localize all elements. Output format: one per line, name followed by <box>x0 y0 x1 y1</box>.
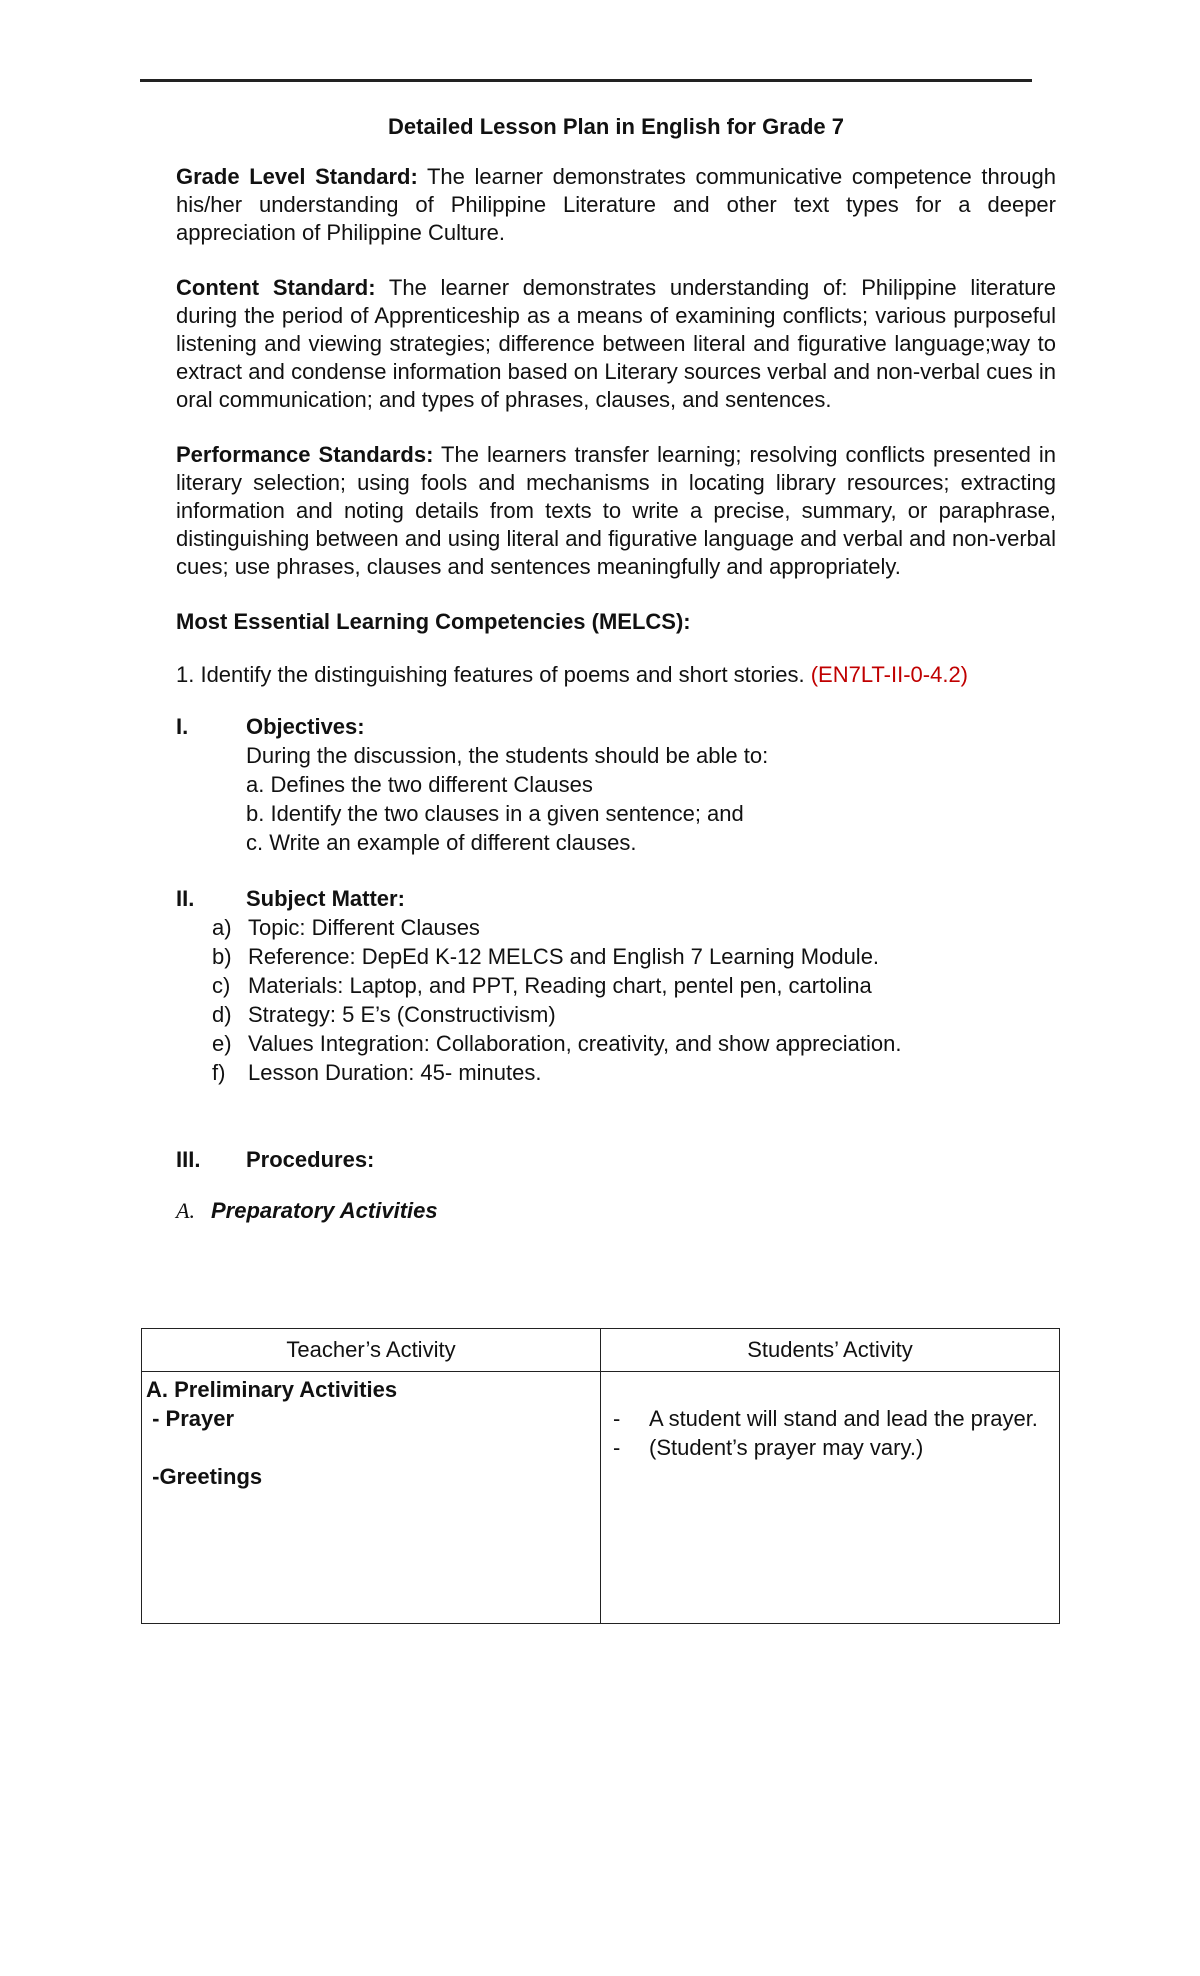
performance-standards-label: Performance Standards: <box>176 442 434 467</box>
students-activity-cell <box>601 1372 1060 1624</box>
list-letter: f) <box>212 1060 226 1085</box>
students-activity-header: Students’ Activity <box>601 1329 1060 1372</box>
list-letter: c) <box>212 973 231 998</box>
list-item <box>605 1404 1055 1433</box>
list-text: Topic: Different Clauses <box>248 915 480 940</box>
preparatory-letter: A. <box>176 1198 195 1223</box>
content-standard <box>176 274 1056 414</box>
list-text: Reference: DepEd K-12 MELCS and English 7 Learning Module. <box>248 944 880 969</box>
procedures-heading: Procedures: <box>246 1147 375 1172</box>
objectives-section <box>176 712 1056 857</box>
competency-text: 1. Identify the distinguishing features of poems and short stories. <box>176 662 811 687</box>
top-rule <box>140 79 1032 82</box>
objective-item: a. Defines the two different Clauses <box>246 772 593 797</box>
list-text: Strategy: 5 E’s (Constructivism) <box>248 1002 556 1027</box>
preliminary-activities-heading: A. Preliminary Activities <box>146 1377 398 1402</box>
list-text: Lesson Duration: 45- minutes. <box>248 1060 542 1085</box>
melcs-competency <box>176 661 1056 689</box>
grade-level-standard-label: Grade Level Standard: <box>176 164 418 189</box>
procedures-numeral: III. <box>176 1147 201 1172</box>
subject-matter-heading: Subject Matter: <box>246 886 405 911</box>
preparatory-activities <box>176 1196 1056 1225</box>
list-letter: b) <box>212 944 232 969</box>
grade-level-standard-text: The learner demonstrates communicative competence through his/her understanding of Philippine Literature and other text types for a deeper appreciation of Philippine Culture. <box>176 164 1056 245</box>
list-dash: - <box>613 1406 621 1431</box>
performance-standards-text: The learners transfer learning; resolving conflicts presented in literary selection; using fools and mechanisms in locating library resources; extracting information and noting details from texts to write a precise, summary, or paraphrase, distinguishing between and using literal and figurative language and verbal and non-verbal cues; use phrases, clauses and sentences meaningfully and appropriately. <box>176 442 1056 579</box>
list-letter: a) <box>212 915 232 940</box>
list-text: (Student’s prayer may vary.) <box>649 1435 924 1460</box>
document-title: Detailed Lesson Plan in English for Grade 7 <box>388 114 844 139</box>
objectives-numeral: I. <box>176 714 189 739</box>
content-standard-label: Content Standard: <box>176 275 376 300</box>
content-standard-text: The learner demonstrates understanding of: Philippine literature during the period of Apprenticeship as a means of examining conflicts; various purposeful listening and viewing strategies; difference between literal and figurative language;way to extract and condense information based on Literary sources verbal and non-verbal cues in oral communication; and types of phrases, clauses, and sentences. <box>176 275 1056 412</box>
students-activity-list <box>605 1404 1055 1462</box>
table-row <box>142 1372 1060 1624</box>
objectives-heading: Objectives: <box>246 714 365 739</box>
grade-level-standard <box>176 163 1056 247</box>
lesson-plan-body <box>176 113 1056 1225</box>
objective-item: b. Identify the two clauses in a given sentence; and <box>246 801 744 826</box>
list-letter: e) <box>212 1031 232 1056</box>
list-item <box>176 1029 1056 1058</box>
activity-table <box>141 1328 1060 1624</box>
greetings-item: -Greetings <box>146 1464 263 1489</box>
list-text: Materials: Laptop, and PPT, Reading chart, pentel pen, cartolina <box>248 973 872 998</box>
list-item <box>176 971 1056 1000</box>
list-text: Values Integration: Collaboration, creativity, and show appreciation. <box>248 1031 902 1056</box>
objectives-intro: During the discussion, the students should be able to: <box>246 743 769 768</box>
list-item <box>176 1058 1056 1087</box>
objective-item: c. Write an example of different clauses. <box>246 830 637 855</box>
teacher-activity-header: Teacher’s Activity <box>142 1329 601 1372</box>
subject-matter-section <box>176 884 1056 913</box>
list-item <box>176 913 1056 942</box>
list-dash: - <box>613 1435 621 1460</box>
preparatory-heading: Preparatory Activities <box>211 1198 438 1223</box>
list-letter: d) <box>212 1002 232 1027</box>
teacher-activity-cell <box>142 1372 601 1624</box>
competency-code: (EN7LT-II-0-4.2) <box>810 662 969 687</box>
list-item <box>605 1433 1055 1462</box>
subject-matter-list <box>176 913 1056 1087</box>
list-item <box>176 942 1056 971</box>
procedures-section <box>176 1145 1056 1174</box>
prayer-item: - Prayer <box>146 1406 235 1431</box>
subject-matter-numeral: II. <box>176 886 195 911</box>
list-item <box>176 1000 1056 1029</box>
performance-standards <box>176 441 1056 581</box>
table-header-row <box>142 1329 1060 1372</box>
melcs-heading: Most Essential Learning Competencies (MELCS): <box>176 609 691 634</box>
list-text: A student will stand and lead the prayer. <box>649 1406 1038 1431</box>
